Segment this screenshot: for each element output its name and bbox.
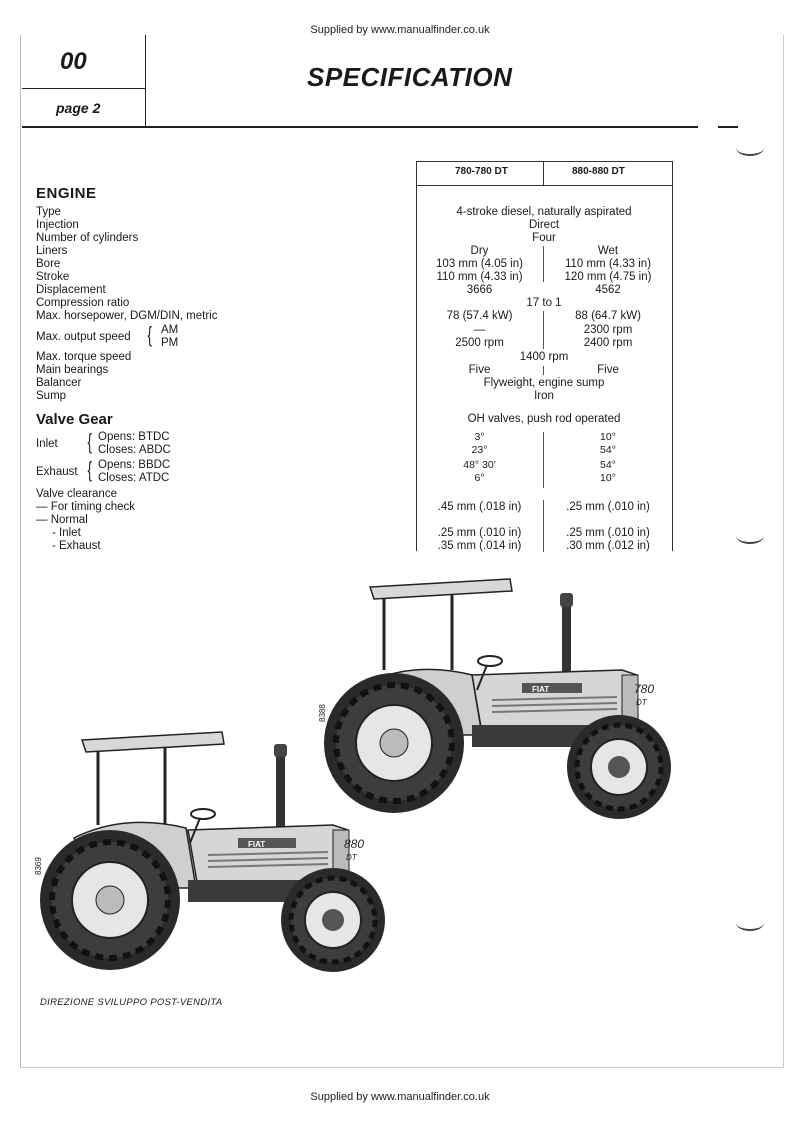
value-bore-780: 103 mm (4.05 in): [436, 258, 523, 270]
table-header-divider: [543, 161, 544, 185]
value-exhaust-open-780: 48° 30': [463, 459, 496, 471]
dt-badge-bottom: DT: [346, 853, 357, 862]
footer-department: DIREZIONE SVILUPPO POST-VENDITA: [40, 997, 223, 1008]
value-normal-exhaust-880: .30 mm (.012 in): [566, 540, 650, 552]
photo-code-bottom: 8369: [34, 857, 43, 875]
supplier-note-bottom: Supplied by www.manualfinder.co.uk: [310, 1091, 490, 1103]
value-pm-880: 2400 rpm: [583, 337, 633, 349]
label-pm: PM: [161, 337, 179, 349]
label-type: Type: [36, 206, 61, 218]
value-normal-inlet-780: .25 mm (.010 in): [437, 527, 522, 539]
label-normal-inlet: - Inlet: [52, 527, 81, 539]
model-badge-top: 780: [634, 682, 655, 696]
photo-code-top: 8388: [318, 704, 327, 722]
value-exhaust-open-880: 54°: [600, 459, 616, 471]
supplier-note-top: Supplied by www.manualfinder.co.uk: [310, 24, 490, 36]
label-opens-bbdc: Opens: BBDC: [98, 459, 171, 471]
value-stroke-880: 120 mm (4.75 in): [564, 271, 652, 283]
label-normal-exhaust: - Exhaust: [52, 540, 101, 552]
label-cylinders: Number of cylinders: [36, 232, 139, 244]
value-inlet-open-780: 3°: [474, 431, 485, 443]
label-exhaust: Exhaust: [36, 466, 78, 478]
brand-badge-bottom: FIAT: [248, 840, 266, 849]
binder-hole: [736, 140, 764, 156]
label-horsepower: Max. horsepower, DGM/DIN, metric: [36, 310, 218, 322]
value-injection: Direct: [528, 219, 560, 231]
value-hp-880: 88 (64.7 kW): [575, 310, 641, 322]
value-sump: Iron: [534, 390, 554, 402]
value-torque: 1400 rpm: [519, 351, 569, 363]
valve-gear-heading: Valve Gear: [36, 411, 113, 428]
label-main-bearings: Main bearings: [36, 364, 109, 376]
brace-exhaust: {: [87, 457, 92, 482]
label-valve-clearance: Valve clearance: [36, 488, 117, 500]
label-sump: Sump: [36, 390, 67, 402]
dt-badge-top: DT: [636, 698, 647, 707]
header-underline: [22, 126, 698, 128]
label-displacement: Displacement: [36, 284, 106, 296]
column-header-780: 780-780 DT: [455, 166, 508, 177]
value-bearings-880: Five: [597, 364, 619, 376]
label-torque-speed: Max. torque speed: [36, 351, 132, 363]
column-divider: [543, 311, 544, 349]
page-title: SPECIFICATION: [307, 62, 513, 92]
brace-inlet: {: [87, 429, 92, 454]
brand-badge-top: FIAT: [532, 685, 550, 694]
value-inlet-close-780: 23°: [471, 444, 488, 456]
binder-hole: [736, 528, 764, 544]
label-injection: Injection: [36, 219, 79, 231]
value-timing-880: .25 mm (.010 in): [566, 501, 650, 513]
value-inlet-close-880: 54°: [600, 444, 616, 456]
value-displacement-880: 4562: [595, 284, 621, 296]
header-divider: [145, 35, 146, 127]
label-closes-abdc: Closes: ABDC: [98, 444, 171, 456]
engine-heading: ENGINE: [36, 185, 97, 202]
label-liners: Liners: [36, 245, 68, 257]
value-bore-880: 110 mm (4.33 in): [564, 258, 652, 270]
label-balancer: Balancer: [36, 377, 82, 389]
label-opens-btdc: Opens: BTDC: [98, 431, 170, 443]
value-liners-780: Dry: [470, 245, 489, 257]
value-exhaust-close-780: 6°: [474, 472, 485, 484]
column-header-880: 880-880 DT: [572, 166, 625, 177]
column-divider: [543, 366, 544, 375]
label-am: AM: [161, 324, 179, 336]
label-normal: — Normal: [36, 514, 88, 526]
label-inlet: Inlet: [36, 438, 58, 450]
value-pm-780: 2500 rpm: [455, 337, 504, 349]
value-compression: 17 to 1: [526, 297, 562, 309]
value-exhaust-close-880: 10°: [600, 472, 616, 484]
value-cylinders: Four: [532, 232, 556, 244]
value-inlet-open-880: 10°: [600, 431, 616, 443]
tractor-880dt-illustration: [38, 730, 393, 980]
value-normal-exhaust-780: .35 mm (.014 in): [437, 540, 522, 552]
value-displacement-780: 3666: [466, 284, 493, 296]
label-compression: Compression ratio: [36, 297, 130, 309]
label-stroke: Stroke: [36, 271, 70, 283]
brace-output-speed: {: [147, 322, 152, 347]
header-rule: [22, 88, 145, 89]
label-timing-check: — For timing check: [36, 501, 136, 513]
value-balancer: Flyweight, engine sump: [483, 377, 605, 389]
section-number: 00: [60, 48, 87, 75]
value-liners-880: Wet: [597, 245, 619, 257]
value-am-780: —: [473, 324, 486, 336]
page-label: page 2: [56, 100, 101, 116]
label-closes-atdc: Closes: ATDC: [98, 472, 170, 484]
value-bearings-780: Five: [468, 364, 491, 376]
value-valve-type: OH valves, push rod operated: [467, 413, 621, 425]
label-output-speed: Max. output speed: [36, 331, 131, 343]
value-normal-inlet-880: .25 mm (.010 in): [566, 527, 650, 539]
binder-hole: [736, 915, 764, 931]
label-bore: Bore: [36, 258, 61, 270]
header-underline-end: [718, 126, 738, 128]
value-type: 4-stroke diesel, naturally aspirated: [456, 206, 632, 218]
table-header-rule: [416, 185, 672, 186]
value-timing-780: .45 mm (.018 in): [437, 501, 522, 513]
value-am-880: 2300 rpm: [583, 324, 633, 336]
value-stroke-780: 110 mm (4.33 in): [436, 271, 523, 283]
model-badge-bottom: 880: [344, 837, 365, 851]
column-divider: [543, 246, 544, 282]
value-hp-780: 78 (57.4 kW): [446, 310, 513, 322]
